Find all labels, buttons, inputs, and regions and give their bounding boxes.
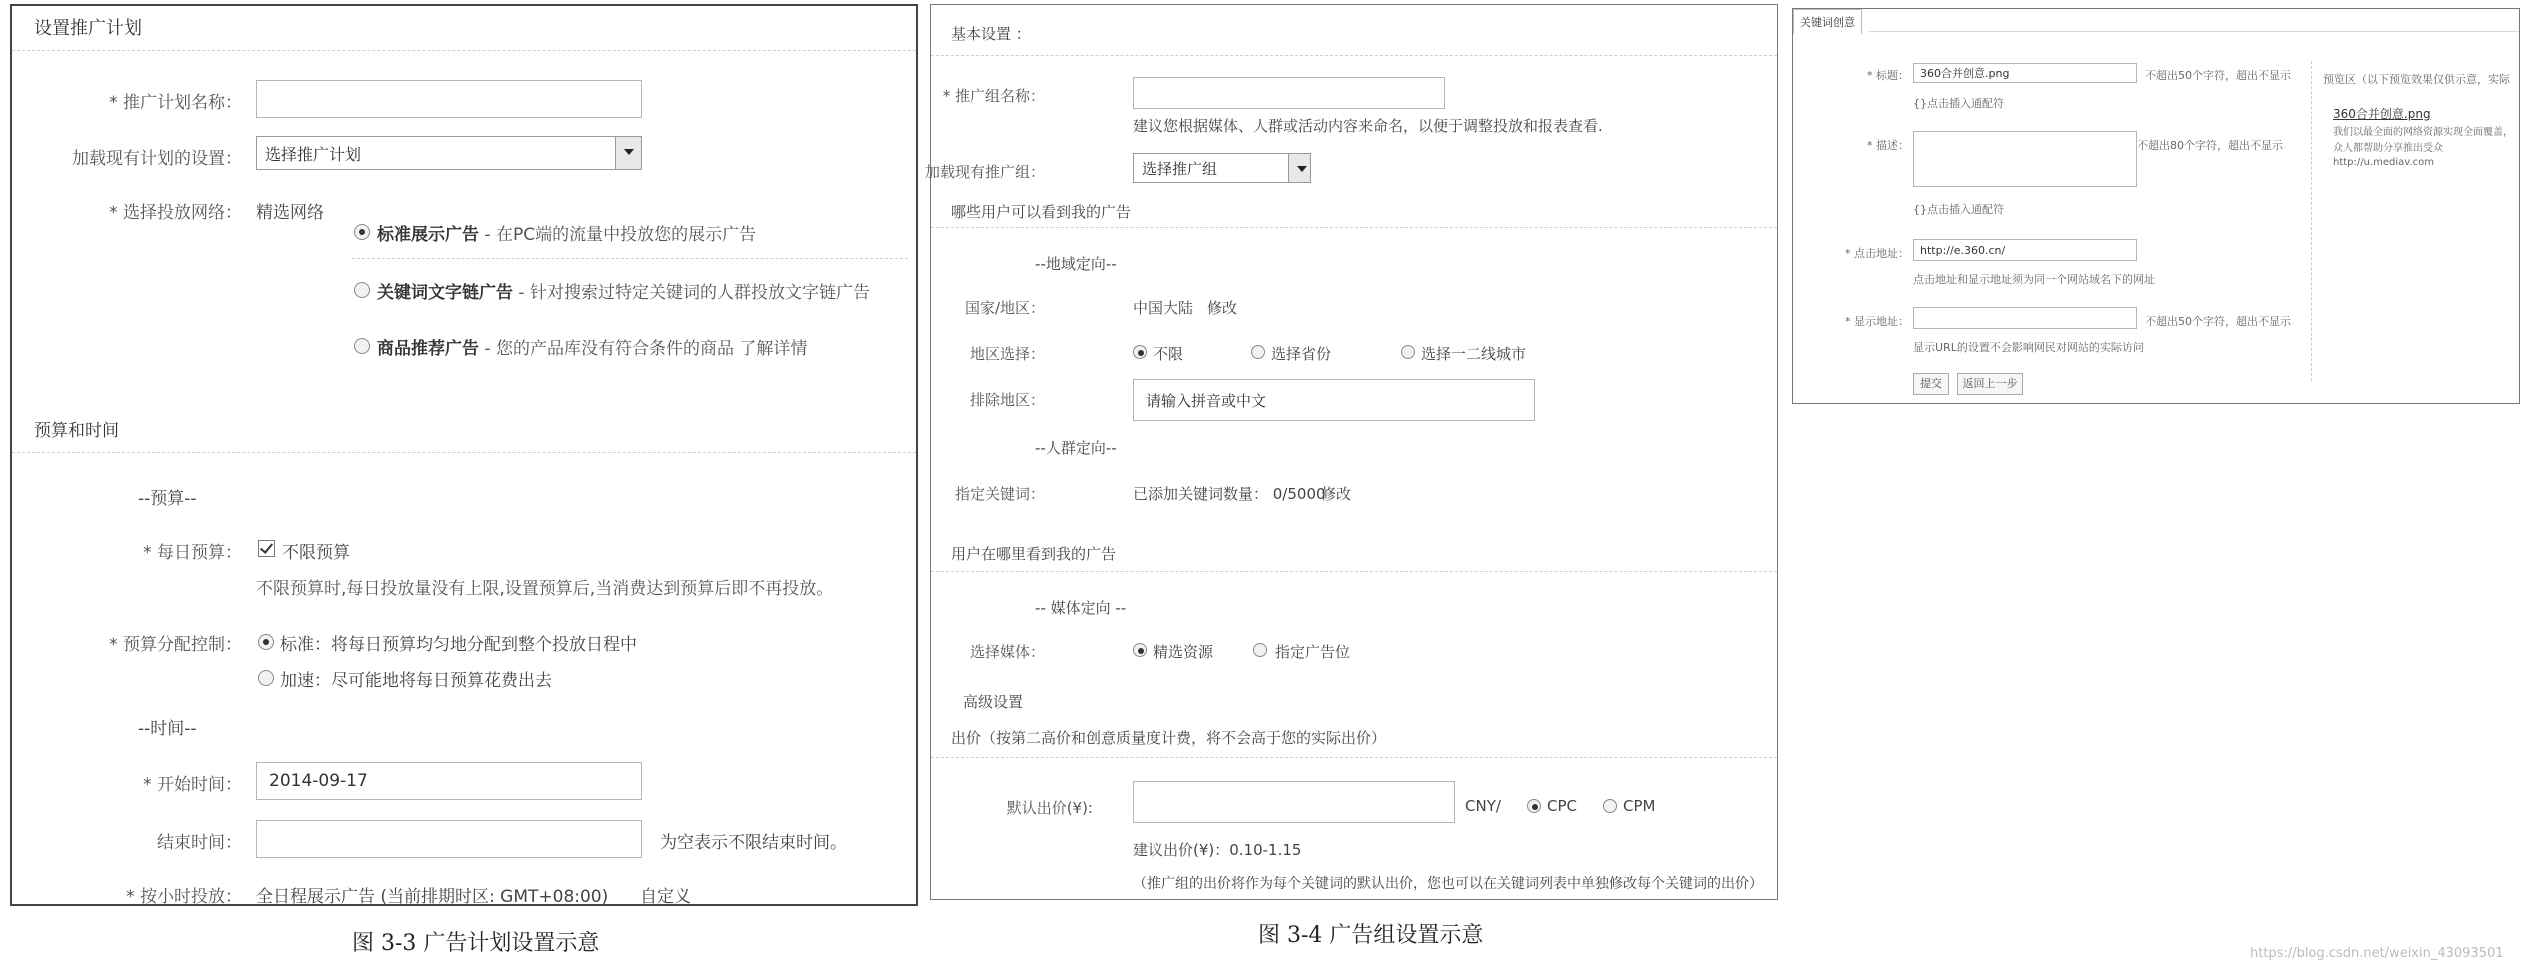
description-label: * 描述： (1867, 139, 1909, 152)
suggested-bid: 建议出价(¥)：0.10-1.15 (1133, 841, 1302, 859)
budget-subheading: --预算-- (138, 489, 197, 509)
click-url-label: * 点击地址： (1845, 247, 1909, 260)
keyword-count: 已添加关键词数量： 0/5000 (1133, 485, 1326, 503)
allocation-standard-radio[interactable] (258, 634, 274, 650)
who-sees-title: 哪些用户可以看到我的广告 (951, 203, 1132, 221)
figure-caption-3-4: 图 3-4 广告组设置示意 (1258, 923, 1484, 948)
network-product-title: 商品推荐广告 (377, 339, 479, 359)
network-prefix: 精选网络 (256, 203, 324, 223)
submit-button[interactable]: 提交 (1913, 373, 1949, 395)
network-product-desc: - 您的产品库没有符合条件的商品 了解详情 (479, 339, 808, 359)
region-any-radio[interactable] (1133, 345, 1147, 359)
group-name-hint: 建议您根据媒体、人群或活动内容来命名，以便于调整投放和报表查看. (1133, 117, 1603, 135)
media-placement-radio[interactable] (1253, 643, 1267, 657)
daily-budget-label: * 每日预算： (143, 543, 242, 563)
region-any-label[interactable]: 不限 (1153, 345, 1184, 363)
title-input[interactable] (1913, 63, 2137, 83)
keyword-creative-panel (1792, 8, 2520, 404)
allocation-standard-label[interactable]: 标准：将每日预算均匀地分配到整个投放日程中 (280, 635, 637, 655)
divider (12, 50, 916, 51)
network-label: * 选择投放网络： (109, 203, 242, 223)
title-label: * 标题： (1867, 69, 1909, 82)
section-title-campaign: 设置推广计划 (34, 18, 142, 39)
display-url-label: * 显示地址： (1845, 315, 1909, 328)
click-url-input[interactable] (1913, 239, 2137, 261)
section-title-budget: 预算和时间 (34, 421, 119, 441)
divider (1869, 31, 2519, 32)
plan-name-label: * 推广计划名称： (109, 93, 242, 113)
crowd-subheading: --人群定向-- (1035, 439, 1117, 457)
preview-line-2: 众人都帮助分享推出受众 (2333, 143, 2443, 154)
group-name-label: * 推广组名称： (942, 87, 1045, 105)
exclude-region-input[interactable] (1133, 379, 1535, 421)
network-product-option[interactable] (377, 334, 807, 359)
divider (931, 55, 1777, 56)
divider (931, 757, 1777, 758)
time-subheading: --时间-- (138, 719, 197, 739)
default-bid-input[interactable] (1133, 781, 1455, 823)
preview-line-1: 我们以最全面的网络资源实现全面覆盖， (2333, 127, 2513, 138)
chevron-down-icon[interactable] (615, 137, 641, 169)
country-edit-link[interactable]: 修改 (1207, 299, 1238, 317)
end-time-note: 为空表示不限结束时间。 (660, 833, 847, 853)
display-url-hint: 不超出50个字符，超出不显示 (2145, 315, 2291, 328)
load-plan-select[interactable] (256, 136, 642, 170)
preview-title: 预览区（以下预览效果仅供示意，实际 (2323, 73, 2510, 86)
keyword-edit-link[interactable]: 修改 (1321, 485, 1352, 503)
preview-separator (2311, 61, 2312, 381)
hourly-label: * 按小时投放： (126, 887, 242, 907)
load-group-select-value: 选择推广组 (1142, 160, 1218, 178)
divider (12, 452, 916, 453)
country-value: 中国大陆 (1133, 299, 1194, 317)
allocation-label: * 预算分配控制： (109, 635, 242, 655)
bid-note: （推广组的出价将作为每个关键词的默认出价，您也可以在关键词列表中单独修改每个关键词的出价） (1133, 876, 1763, 892)
unlimited-budget-checkbox[interactable] (258, 540, 275, 557)
plan-name-input[interactable] (256, 80, 642, 118)
network-keyword-title: 关键词文字链广告 (377, 283, 513, 303)
media-placement-label[interactable]: 指定广告位 (1275, 643, 1351, 661)
click-url-hint: 点击地址和显示地址须为同一个网站域名下的网址 (1913, 273, 2155, 286)
description-wildcard-link[interactable]: {}点击插入通配符 (1913, 203, 2004, 216)
allocation-accelerate-label[interactable]: 加速：尽可能地将每日预算花费出去 (280, 671, 552, 691)
divider (931, 227, 1777, 228)
tab-keyword-creative[interactable]: 关键词创意 (1793, 9, 1862, 34)
media-subheading: -- 媒体定向 -- (1035, 599, 1127, 617)
default-bid-label: 默认出价(¥): (1006, 799, 1093, 817)
network-keyword-option[interactable] (377, 278, 870, 303)
description-input[interactable] (1913, 131, 2137, 187)
bid-title: 出价（按第二高价和创意质量度计费，将不会高于您的实际出价） (951, 729, 1387, 747)
title-wildcard-link[interactable]: {}点击插入通配符 (1913, 97, 2004, 110)
media-curated-radio[interactable] (1133, 643, 1147, 657)
description-hint: 不超出80个字符，超出不显示 (2137, 139, 2283, 152)
network-standard-title: 标准展示广告 (377, 225, 479, 245)
region-select-label: 地区选择： (969, 345, 1045, 363)
end-time-input[interactable] (256, 820, 642, 858)
network-keyword-desc: - 针对搜索过特定关键词的人群投放文字链广告 (513, 283, 870, 303)
region-subheading: --地域定向-- (1035, 255, 1117, 273)
allocation-accelerate-radio[interactable] (258, 670, 274, 686)
display-url-note: 显示URL的设置不会影响网民对网站的实际访问 (1913, 341, 2144, 354)
preview-url: http://u.mediav.com (2333, 157, 2434, 168)
region-city-radio[interactable] (1401, 345, 1415, 359)
display-url-input[interactable] (1913, 307, 2137, 329)
start-time-label: * 开始时间： (143, 775, 242, 795)
network-product-radio[interactable] (354, 338, 370, 354)
bid-cpc-radio[interactable] (1527, 799, 1541, 813)
advanced-settings-link[interactable]: 高级设置 (963, 693, 1024, 711)
end-time-label: 结束时间： (157, 833, 242, 853)
divider (352, 258, 908, 259)
region-province-label[interactable]: 选择省份 (1271, 345, 1332, 363)
campaign-settings-panel (10, 4, 918, 906)
currency-label: CNY/ (1465, 797, 1501, 815)
title-hint: 不超出50个字符，超出不显示 (2145, 69, 2291, 82)
unlimited-budget-label[interactable]: 不限预算 (282, 543, 350, 563)
hourly-value: 全日程展示广告 (当前排期时区: GMT+08:00) (256, 887, 609, 907)
chevron-down-icon[interactable] (1288, 154, 1310, 182)
load-group-label: 加载现有推广组： (924, 163, 1045, 181)
daily-budget-note: 不限预算时,每日投放量没有上限,设置预算后,当消费达到预算后即不再投放。 (256, 579, 834, 599)
media-curated-label[interactable]: 精选资源 (1153, 643, 1214, 661)
keyword-label: 指定关键词： (954, 485, 1045, 503)
load-plan-label: 加载现有计划的设置： (72, 149, 242, 169)
where-title: 用户在哪里看到我的广告 (951, 545, 1117, 563)
bid-cpm-radio[interactable] (1603, 799, 1617, 813)
country-label: 国家/地区： (964, 299, 1045, 317)
preview-link[interactable]: 360合并创意.png (2333, 107, 2431, 121)
basic-settings-title: 基本设置 ： (951, 25, 1031, 43)
load-group-select[interactable] (1133, 153, 1311, 183)
group-name-input[interactable] (1133, 77, 1445, 109)
watermark: https://blog.csdn.net/weixin_43093501 (2250, 946, 2504, 961)
back-button[interactable]: 返回上一步 (1957, 373, 2023, 395)
bid-cpc-label[interactable]: CPC (1547, 797, 1577, 815)
network-standard-radio[interactable] (354, 224, 370, 240)
network-standard-desc: - 在PC端的流量中投放您的展示广告 (479, 225, 757, 245)
bid-cpm-label[interactable]: CPM (1623, 797, 1656, 815)
region-city-label[interactable]: 选择一二线城市 (1421, 345, 1527, 363)
region-province-radio[interactable] (1251, 345, 1265, 359)
exclude-region-label: 排除地区： (969, 391, 1045, 409)
hourly-custom-link[interactable]: 自定义 (640, 887, 691, 907)
network-keyword-radio[interactable] (354, 282, 370, 298)
load-plan-select-value: 选择推广计划 (265, 145, 362, 164)
network-standard-option[interactable] (377, 220, 756, 245)
ad-group-settings-panel (924, 4, 1778, 900)
figure-caption-3-3: 图 3-3 广告计划设置示意 (352, 931, 600, 956)
media-label: 选择媒体： (969, 643, 1045, 661)
start-time-input[interactable] (256, 762, 642, 800)
divider (931, 571, 1777, 572)
